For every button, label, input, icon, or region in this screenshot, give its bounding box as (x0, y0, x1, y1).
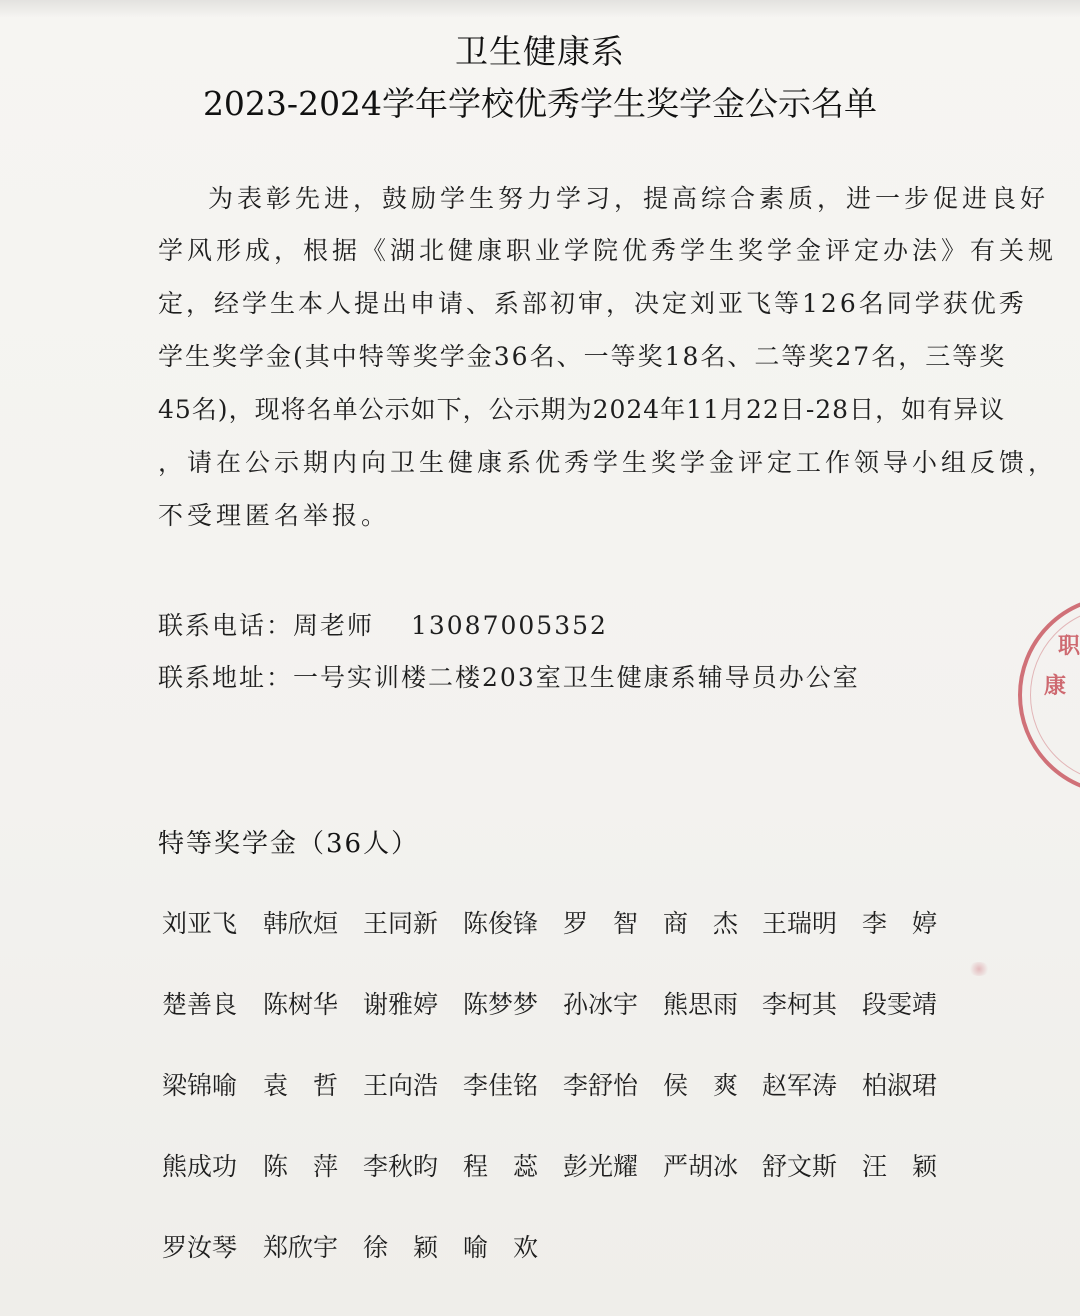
contact-phone: 联系电话：周老师 13087005352 (158, 611, 608, 640)
student-name: 袁 哲 (263, 1071, 339, 1100)
student-name: 柏淑珺 (862, 1071, 938, 1100)
student-name: 程 蕊 (463, 1152, 539, 1181)
paragraph-line-2: 学风形成，根据《湖北健康职业学院优秀学生奖学金评定办法》有关规 (158, 236, 1058, 265)
student-name: 李 婷 (862, 909, 938, 938)
paragraph-line-1: 为表彰先进，鼓励学生努力学习，提高综合素质，进一步促进良好 (208, 184, 1050, 213)
student-name: 李秋昀 (363, 1152, 439, 1181)
student-name: 楚善良 (162, 990, 238, 1019)
page-top-shadow (0, 0, 1080, 18)
student-name: 孙冰宇 (563, 990, 639, 1019)
student-name: 陈树华 (263, 990, 339, 1019)
section-heading-special-award: 特等奖学金（36人） (158, 829, 420, 859)
student-name: 严胡冰 (663, 1152, 739, 1181)
student-name: 陈梦梦 (463, 990, 539, 1019)
student-name: 刘亚飞 (162, 909, 238, 938)
paper-mark (968, 962, 990, 976)
student-name: 陈 萍 (263, 1152, 339, 1181)
student-name: 王瑞明 (762, 909, 838, 938)
student-name: 段雯靖 (862, 990, 938, 1019)
student-name: 李佳铭 (463, 1071, 539, 1100)
paragraph-line-3: 定，经学生本人提出申请、系部初审，决定刘亚飞等126名同学获优秀 (158, 289, 1027, 318)
student-name: 韩欣烜 (263, 909, 339, 938)
student-name: 陈俊锋 (463, 909, 539, 938)
student-name: 舒文斯 (762, 1152, 838, 1181)
student-name: 王向浩 (363, 1071, 439, 1100)
student-name: 罗 智 (563, 909, 639, 938)
student-name: 郑欣宇 (263, 1233, 339, 1262)
contact-address: 联系地址：一号实训楼二楼203室卫生健康系辅导员办公室 (158, 663, 860, 692)
student-name: 赵军涛 (762, 1071, 838, 1100)
document-title: 卫生健康系 (455, 32, 625, 71)
student-name: 熊成功 (162, 1152, 238, 1181)
paragraph-line-5: 45名)，现将名单公示如下，公示期为2024年11月22日-28日，如有异议 (158, 395, 1006, 424)
paragraph-line-7: 不受理匿名举报。 (158, 501, 391, 530)
student-name: 徐 颖 (363, 1233, 439, 1262)
student-name: 汪 颖 (862, 1152, 938, 1181)
official-seal-lettering-2: 职 (1058, 633, 1080, 659)
student-name: 王同新 (363, 909, 439, 938)
student-name: 李柯其 (762, 990, 838, 1019)
document-subtitle: 2023-2024学年学校优秀学生奖学金公示名单 (202, 84, 878, 123)
student-name: 梁锦喻 (162, 1071, 238, 1100)
student-name: 罗汝琴 (162, 1233, 238, 1262)
official-seal-lettering: 康 (1044, 673, 1067, 699)
paragraph-line-4: 学生奖学金(其中特等奖学金36名、一等奖18名、二等奖27名，三等奖 (158, 342, 1007, 371)
student-name: 彭光耀 (563, 1152, 639, 1181)
student-name: 李舒怡 (563, 1071, 639, 1100)
student-name: 喻 欢 (463, 1233, 539, 1262)
student-name: 谢雅婷 (363, 990, 439, 1019)
student-name: 熊思雨 (663, 990, 739, 1019)
official-seal (1018, 595, 1080, 795)
student-name: 商 杰 (663, 909, 739, 938)
paragraph-line-6: ，请在公示期内向卫生健康系优秀学生奖学金评定工作领导小组反馈， (158, 448, 1058, 477)
student-name: 侯 爽 (663, 1071, 739, 1100)
